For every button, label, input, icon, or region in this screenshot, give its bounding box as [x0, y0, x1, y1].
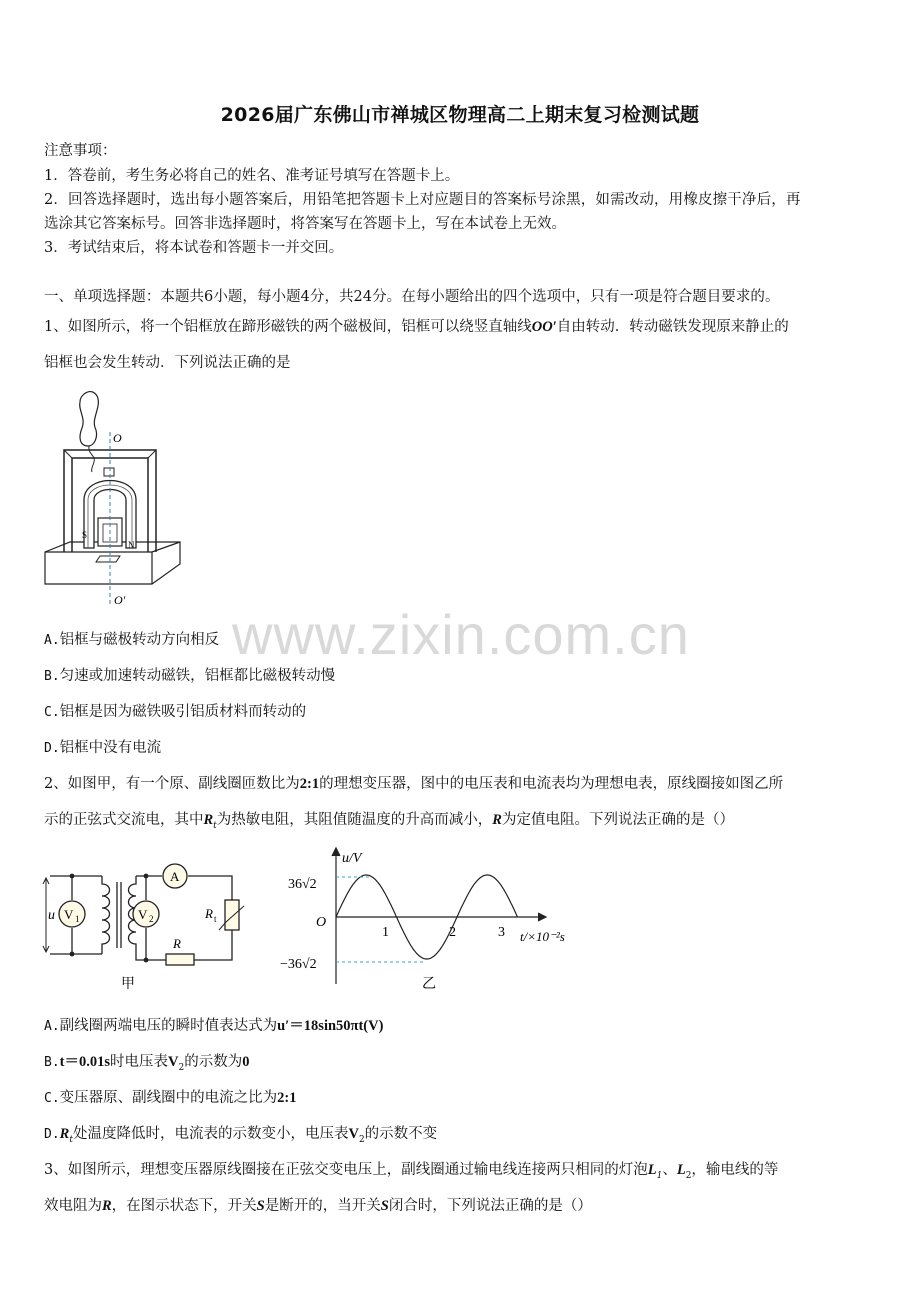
u-label: u: [48, 908, 55, 923]
v2-sub: 2: [149, 914, 154, 924]
notice-heading: 注意事项：: [44, 143, 117, 159]
y-min-label: −36√2: [280, 957, 317, 972]
q2-option-b: B.t＝0.01s时电压表$V_2$的示数为0: [44, 1054, 250, 1073]
x-axis-label: t/×10⁻²s: [520, 929, 565, 944]
axis-bottom-label: O′: [114, 593, 126, 607]
y-axis-label: u/V: [342, 851, 362, 866]
notice-item-2: 2．回答选择题时，选出每小题答案后，用铅笔把答题卡上对应题目的答案标号涂黑，如需改动，用橡皮擦干净后，再: [44, 192, 801, 208]
axis-label: OO′: [531, 319, 557, 335]
base-board: [45, 542, 180, 584]
q3-stem-line2: 效电阻为R，在图示状态下，开关S是断开的，当开关S闭合时，下列说法正确的是（）: [44, 1198, 592, 1214]
rt-label: R: [205, 906, 213, 921]
r-label: R: [173, 936, 181, 951]
q1-figure: [40, 388, 190, 610]
notice-item-3: 3．考试结束后，将本试卷和答题卡一并交回。: [44, 240, 344, 256]
handle: [80, 392, 99, 446]
q2-stem-line2: 示的正弦式交流电，其中$R_t$为热敏电阻，其阻值随温度的升高而减小，R为定值电阻。下列说法正确的是（）: [44, 812, 734, 831]
q2-stem-line1: 2、如图甲，有一个原、副线圈匝数比为2:1的理想变压器，图中的电压表和电流表均为理想电表，原线圈接如图乙所: [44, 776, 784, 792]
axis-top-label: O: [113, 431, 122, 445]
q1-stem-line1: [44, 315, 789, 336]
q2-option-c: C.变压器原、副线圈中的电流之比为2:1: [44, 1090, 297, 1106]
q2-graph-figure: [278, 842, 588, 994]
notice-item-1: 1．答卷前，考生务必将自己的姓名、准考证号填写在答题卡上。: [44, 168, 460, 184]
q1-stem-line2: 铝框也会发生转动．下列说法正确的是: [44, 355, 291, 371]
section-heading: 一、单项选择题：本题共6小题，每小题4分，共24分。在每小题给出的四个选项中，只有一项是符合题目要求的。: [44, 289, 780, 305]
q1-option-c: C.铝框是因为磁铁吸引铝质材料而转动的: [44, 704, 307, 720]
q2-option-d: $D.R_t$处温度降低时，电流表的示数变小，电压表$V_2$的示数不变: [44, 1126, 438, 1145]
v2-label: V: [138, 907, 148, 922]
q1-option-d: D.铝框中没有电流: [44, 740, 162, 756]
q2-circuit-figure: [40, 856, 250, 994]
a-label: A: [170, 869, 180, 884]
q2-option-a: A.副线圈两端电压的瞬时值表达式为u′＝18sin50πt(V): [44, 1018, 384, 1034]
x-tick-1: 1: [382, 925, 389, 940]
primary-coil: [102, 876, 110, 954]
y-max-label: 36√2: [288, 877, 317, 892]
origin-label: O: [316, 915, 327, 930]
pole-n-label: N: [128, 540, 135, 550]
q1-text: 1、如图所示，将一个铝框放在蹄形磁铁的两个磁极间，铝框可以绕竖直轴线: [44, 319, 532, 335]
resistor-r: [166, 954, 194, 965]
q1-option-b: B.匀速或加速转动磁铁，铝框都比磁极转动慢: [44, 668, 336, 684]
q1-option-a: A.铝框与磁极转动方向相反: [44, 632, 220, 648]
notice-item-2-cont: 选涂其它答案标号。回答非选择题时，将答案写在答题卡上，写在本试卷上无效。: [44, 216, 566, 232]
figure-yi-caption: 乙: [422, 977, 436, 992]
x-tick-2: 2: [449, 925, 456, 940]
v1-sub: 1: [75, 914, 80, 924]
q1-text: 自由转动．转动磁铁发现原来静止的: [556, 319, 789, 335]
v1-label: V: [64, 907, 74, 922]
figure-jia-caption: 甲: [121, 977, 135, 992]
thermistor-rt: [225, 900, 239, 930]
q3-stem-line1: 3、如图所示，理想变压器原线圈接在正弦交变电压上，副线圈通过输电线连接两只相同的灯泡$L_1$、$L_2$，输电线的等: [44, 1162, 779, 1181]
page-title: 2026届广东佛山市禅城区物理高二上期末复习检测试题: [220, 104, 700, 126]
rt-sub: t: [214, 914, 217, 924]
watermark: www.zixin.com.cn: [232, 603, 690, 666]
x-tick-3: 3: [498, 925, 505, 940]
pole-s-label: S: [82, 530, 88, 540]
